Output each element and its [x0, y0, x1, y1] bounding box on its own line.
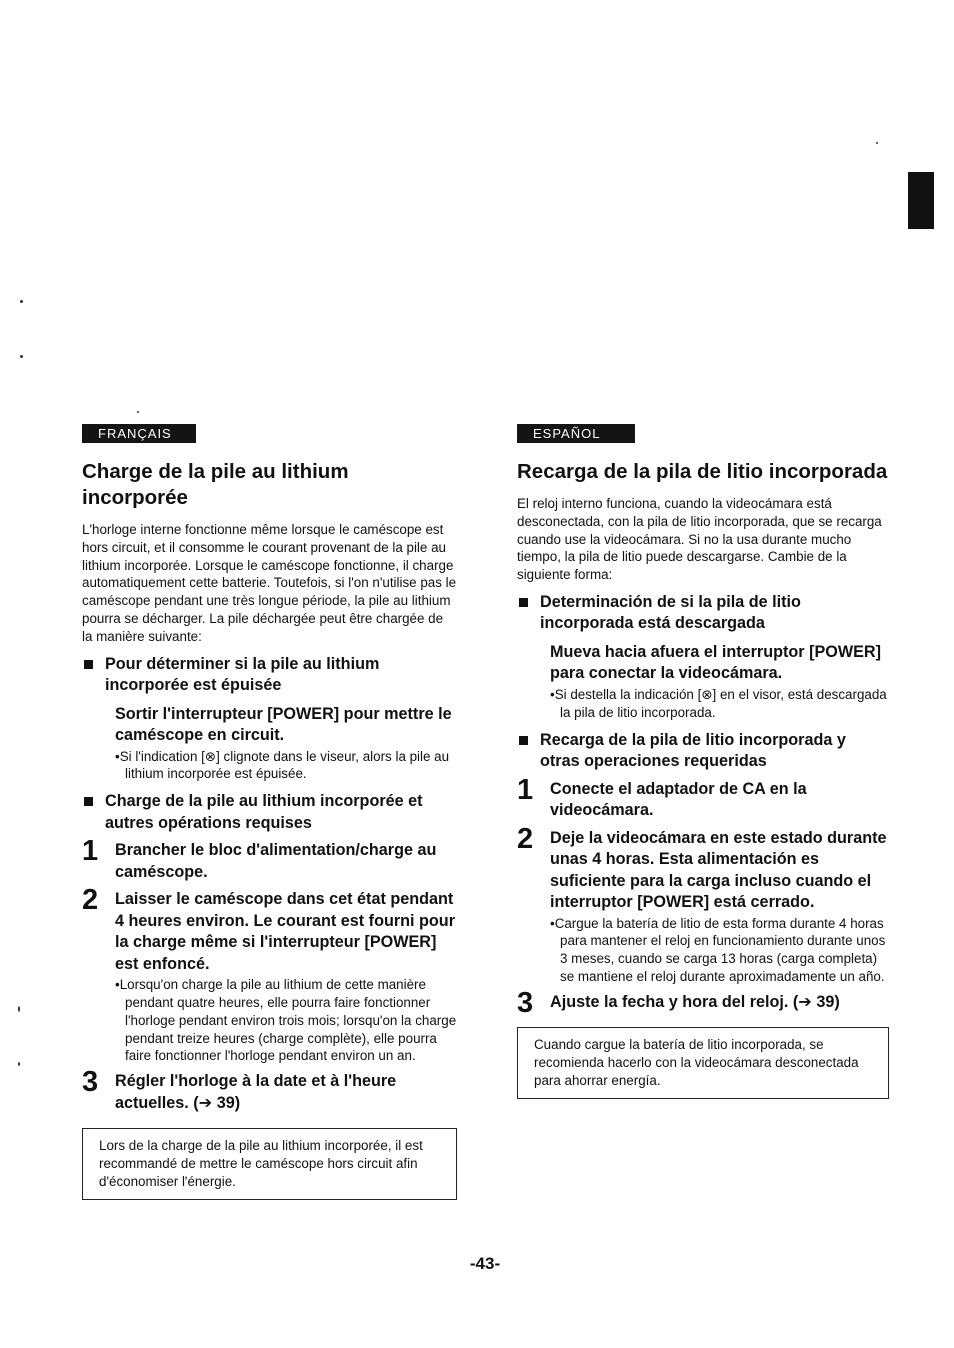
- tip-box-es: Cuando cargue la batería de litio incorporada, se recomienda hacerlo con la videocámara desconectada para ahorrar energía.: [517, 1027, 889, 1098]
- step-number: 2: [517, 822, 534, 855]
- scan-speck: [18, 1006, 20, 1012]
- subsection-heading-text: Charge de la pile au lithium incorporée et autres opérations requises: [105, 792, 423, 832]
- instruction-es: Mueva hacia afuera el interruptor [POWER] para conectar la videocámara.: [550, 642, 882, 683]
- step-text: Ajuste la fecha y hora del reloj. (➔ 39): [550, 992, 840, 1011]
- subsection-heading-es-2: [517, 730, 889, 773]
- note-es-1: •Si destella la indicación [⊗] en el visor, está descargada la pila de litio incorporada.: [550, 686, 887, 720]
- intro-paragraph-fr: L'horloge interne fonctionne même lorsque le caméscope est hors circuit, et il consomme le courant provenant de la pile au lithium incorporée. Lorsque le caméscope fonctionne, il charge automatiquement cette batterie. Toutefois, si l'on n'utilise pas le caméscope pendant une très longue période, la pile au lithium pourra se décharger. La pile déchargée peut être chargée de la manière suivante:: [82, 522, 457, 644]
- section-title-es: Recarga de la pila de litio incorporada: [517, 460, 888, 483]
- bullet-square-icon: [84, 797, 93, 806]
- step-2-fr: [82, 884, 457, 1065]
- step-3-fr: [82, 1066, 457, 1114]
- note-fr-1: •Si l'indication [⊗] clignote dans le viseur, alors la pile au lithium incorporée est épuisée.: [115, 748, 450, 782]
- subsection-heading-text: Determinación de si la pila de litio incorporada está descargada: [540, 592, 801, 633]
- section-title-fr: Charge de la pile au lithium incorporée: [82, 460, 349, 509]
- scan-speck: [20, 300, 23, 303]
- french-column: [82, 424, 457, 1200]
- step-3-es: [517, 986, 889, 1019]
- intro-paragraph-es: El reloj interno funciona, cuando la videocámara está desconectada, con la pila de litio incorporada, que se recarga cuando use la videocámara. Si no la usa durante mucho tiempo, la pila de litio puede descargarse. Cambie de la siguiente forma:: [517, 496, 882, 583]
- subsection-heading-es-1: [517, 592, 889, 635]
- subsection-heading-text: Pour déterminer si la pile au lithium incorporée est épuisée: [105, 654, 380, 695]
- tip-box-fr: Lors de la charge de la pile au lithium incorporée, il est recommandé de mettre le caméscope hors circuit afin d'économiser l'énergie.: [82, 1128, 457, 1199]
- step-text: Brancher le bloc d'alimentation/charge au caméscope.: [115, 841, 437, 881]
- step-number: 1: [82, 835, 99, 868]
- bullet-square-icon: [84, 660, 93, 669]
- scan-speck: [137, 411, 139, 413]
- step-2-es: [517, 822, 889, 986]
- step-number: 3: [82, 1066, 99, 1099]
- step-text: Deje la videocámara en este estado durante unas 4 horas. Esta alimentación es suficiente para la carga incluso cuando el interruptor [POWER] está cerrado.: [550, 828, 887, 912]
- subsection-heading-fr-2: [82, 791, 457, 834]
- spanish-column: [517, 424, 889, 1099]
- page-number: -43-: [469, 1254, 501, 1273]
- language-label-fr: FRANÇAIS: [82, 424, 196, 443]
- step-1-fr: [82, 835, 457, 883]
- step-text: Conecte el adaptador de CA en la videocámara.: [550, 779, 807, 820]
- page-edge-tab: [908, 172, 934, 229]
- scan-speck: [18, 1062, 20, 1066]
- subsection-heading-text: Recarga de la pila de litio incorporada y otras operaciones requeridas: [540, 730, 846, 771]
- scan-speck: [876, 142, 878, 144]
- step-number: 1: [517, 773, 534, 806]
- subsection-heading-fr-1: [82, 654, 457, 697]
- step-1-es: [517, 773, 889, 822]
- step-note: •Cargue la batería de litio de esta forma durante 4 horas para mantener el reloj en funcionamiento durante unos 3 meses, cuando se carga 13 horas (carga completa) se mantiene el reloj durante aproximadamente un año.: [550, 915, 886, 984]
- bullet-square-icon: [519, 736, 528, 745]
- instruction-fr: Sortir l'interrupteur [POWER] pour mettre le caméscope en circuit.: [115, 704, 452, 745]
- step-note: •Lorsqu'on charge la pile au lithium de cette manière pendant quatre heures, elle pourra faire fonctionner l'horloge pendant environ trois mois; lorsqu'on la charge pendant treize heures (charge complète), elle pourra faire fonctionner l'horloge pendant environ un an.: [115, 977, 457, 1064]
- step-number: 2: [82, 884, 99, 917]
- step-number: 3: [517, 986, 534, 1019]
- scan-speck: [20, 355, 23, 358]
- step-text: Régler l'horloge à la date et à l'heure actuelles. (➔ 39): [115, 1072, 397, 1112]
- language-label-es: ESPAÑOL: [517, 424, 635, 443]
- step-text: Laisser le caméscope dans cet état pendant 4 heures environ. Le courant est fourni pour la charge même si l'interrupteur [POWER] est enfoncé.: [115, 890, 455, 973]
- bullet-square-icon: [519, 598, 528, 607]
